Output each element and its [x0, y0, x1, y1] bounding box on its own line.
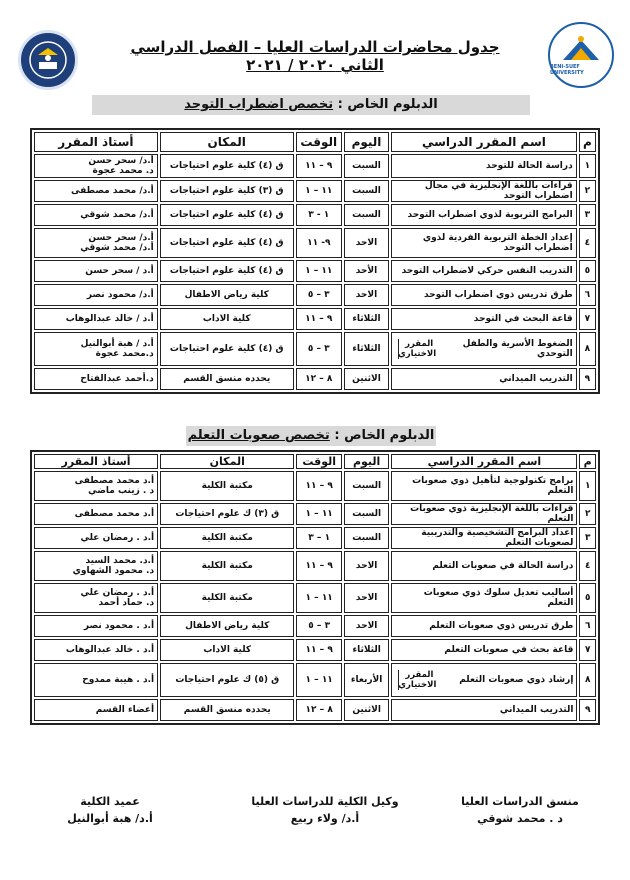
table-row	[34, 332, 596, 366]
table-row	[34, 583, 596, 613]
time-cell: ٩ – ١١	[296, 308, 342, 330]
table-row	[34, 503, 596, 525]
page-title: جدول محاضرات الدراسات العليا – الفصل الدراسي الثاني ٢٠٢٠ / ٢٠٢١	[130, 38, 500, 74]
professor-cell: أ.د. محمد السيد د. محمود الشهاوي	[34, 551, 158, 581]
time-cell: ٩ – ١١	[296, 551, 341, 581]
header-num: م	[579, 454, 596, 469]
row-number: ٨	[579, 663, 596, 697]
row-number: ١	[579, 471, 596, 501]
time-cell: ١١ – ١	[296, 503, 341, 525]
professor-cell: أ.د محمد مصطفى د . زينب ماضي	[34, 471, 158, 501]
signature-name: أ.د/ هبة أبوالنيل	[67, 812, 153, 825]
schedule-table-autism	[30, 128, 600, 394]
day-cell: الاحد	[344, 228, 389, 258]
schedule-table-learning	[30, 450, 600, 725]
course-name: قراءات باللغة الإنجليزية ذوي صعوبات التعلم	[391, 503, 577, 525]
header-place: المكان	[160, 454, 294, 469]
professor-cell: أ.د/ محمود نصر	[34, 284, 158, 306]
signature-title: منسق الدراسات العليا	[461, 795, 579, 808]
place-cell: كلية رياض الاطفال	[160, 615, 294, 637]
faculty-logo	[18, 30, 78, 90]
place-cell: كلية رياض الاطفال	[160, 284, 294, 306]
header-prof: أستاذ المقرر	[34, 454, 158, 469]
time-cell: ١١ – ١	[296, 260, 342, 282]
header-day: اليوم	[344, 454, 389, 469]
section-title-specialty: تخصص صعوبات التعلم	[187, 428, 330, 443]
table-row	[34, 663, 596, 697]
header-course: اسم المقرر الدراسي	[391, 454, 577, 469]
row-number: ٩	[579, 368, 596, 390]
time-cell: ٨ – ١٢	[296, 368, 342, 390]
day-cell: الثلاثاء	[344, 308, 389, 330]
place-cell: كلية الاداب	[160, 639, 294, 661]
place-cell: ق (٣) ك علوم احتياجات	[160, 503, 294, 525]
table-row	[34, 699, 596, 721]
row-number: ٤	[579, 551, 596, 581]
time-cell: ٩ – ١١	[296, 154, 342, 178]
table-row	[34, 204, 596, 226]
row-number: ٧	[579, 308, 596, 330]
course-name: دراسة الحالة في صعوبات التعلم	[391, 551, 577, 581]
table-row	[34, 284, 596, 306]
header-prof: أستاذ المقرر	[34, 132, 158, 152]
day-cell: السبت	[344, 503, 389, 525]
time-cell: ٣ – ٥	[296, 284, 342, 306]
section-title-autism	[92, 95, 530, 115]
header-place: المكان	[160, 132, 294, 152]
time-cell: ١١ – ١	[296, 583, 341, 613]
section-title-prefix: الدبلوم الخاص :	[337, 97, 438, 112]
day-cell: الاحد	[344, 284, 389, 306]
professor-cell: أ.د/ محمد مصطفى	[34, 180, 158, 202]
professor-cell: أ.د / هبة أبوالنيل د.محمد عجوة	[34, 332, 158, 366]
header-course: اسم المقرر الدراسي	[391, 132, 577, 152]
row-number: ١	[579, 154, 596, 178]
table-row	[34, 639, 596, 661]
day-cell: الثلاثاء	[344, 639, 389, 661]
university-logo-text: BENI-SUEF UNIVERSITY	[550, 64, 584, 76]
professor-cell: أ.د . محمود نصر	[34, 615, 158, 637]
place-cell: مكتبة الكلية	[160, 471, 294, 501]
time-cell: ١١ – ١	[296, 663, 341, 697]
row-number: ٦	[579, 284, 596, 306]
section-title-specialty: تخصص اضطراب التوحد	[184, 97, 334, 112]
day-cell: الأربعاء	[344, 663, 389, 697]
table-header-row	[34, 454, 596, 469]
elective-tag: المقرر الاختياري	[397, 339, 437, 359]
header-time: الوقت	[296, 132, 342, 152]
course-name: برامج تكنولوجية لتأهيل ذوي صعوبات التعلم	[391, 471, 577, 501]
table-row	[34, 154, 596, 178]
day-cell: السبت	[344, 204, 389, 226]
row-number: ٣	[579, 204, 596, 226]
table-row	[34, 527, 596, 549]
day-cell: الاحد	[344, 551, 389, 581]
place-cell: كلية الاداب	[160, 308, 294, 330]
place-cell: ق (٥) ك علوم احتياجات	[160, 663, 294, 697]
professor-cell: أ.د . خالد عبدالوهاب	[34, 639, 158, 661]
day-cell: الثلاثاء	[344, 332, 389, 366]
row-number: ٥	[579, 583, 596, 613]
course-name: طرق تدريس ذوي اضطراب التوحد	[391, 284, 577, 306]
header-num: م	[579, 132, 596, 152]
place-cell: ق (٣) كلية علوم احتياجات	[160, 180, 294, 202]
course-name: إعداد الخطة التربوية الفردية لذوي اضطراب التوحد	[391, 228, 577, 258]
course-name: قاعة البحث في التوحد	[391, 308, 577, 330]
place-cell: مكتبة الكلية	[160, 583, 294, 613]
professor-cell: أ.د . رمضان علي د. حماد أحمد	[34, 583, 158, 613]
time-cell: ٩- ١١	[296, 228, 342, 258]
place-cell: يحدده منسق القسم	[160, 699, 294, 721]
professor-cell: أ.د محمد مصطفى	[34, 503, 158, 525]
signature-name: د . محمد شوقي	[477, 812, 563, 825]
course-name: طرق تدريس ذوي صعوبات التعلم	[391, 615, 577, 637]
signature-title: عميد الكلية	[80, 795, 140, 808]
time-cell: ١ - ٣	[296, 204, 342, 226]
table-row	[34, 615, 596, 637]
place-cell: ق (٤) كلية علوم احتياجات	[160, 154, 294, 178]
course-name: أساليب تعديل سلوك ذوي صعوبات التعلم	[391, 583, 577, 613]
time-cell: ٩ – ١١	[296, 471, 341, 501]
table-row	[34, 228, 596, 258]
place-cell: ق (٤) كلية علوم احتياجات	[160, 332, 294, 366]
table-row	[34, 180, 596, 202]
table-header-row	[34, 132, 596, 152]
course-name: قاعة بحث في صعوبات التعلم	[391, 639, 577, 661]
course-name: الضغوط الأسرية والطفل التوحدي	[462, 339, 573, 359]
elective-tag: المقرر الاختياري	[398, 670, 437, 690]
table-row	[34, 551, 596, 581]
day-cell: السبت	[344, 154, 389, 178]
university-emblem-icon	[559, 34, 603, 64]
row-number: ٦	[579, 615, 596, 637]
time-cell: ٩ – ١١	[296, 639, 341, 661]
professor-cell: أ.د / سحر حسن	[34, 260, 158, 282]
place-cell: يحدده منسق القسم	[160, 368, 294, 390]
place-cell: ق (٤) كلية علوم احتياجات	[160, 260, 294, 282]
table-row	[34, 308, 596, 330]
header-time: الوقت	[296, 454, 341, 469]
place-cell: ق (٤) كلية علوم احتياجات	[160, 228, 294, 258]
course-name: قراءات باللغة الإنجليزية في مجال اضطراب التوحد	[391, 180, 577, 202]
course-name: إرشاد ذوي صعوبات التعلم	[459, 675, 574, 685]
professor-cell: د.أحمد عبدالفتاح	[34, 368, 158, 390]
day-cell: السبت	[344, 527, 389, 549]
section-title-learning	[186, 426, 436, 446]
time-cell: ٨ – ١٢	[296, 699, 341, 721]
course-name: اعداد البرامج التشخيصية والتدريبية لصعوبات التعلم	[391, 527, 577, 549]
day-cell: الاثنين	[344, 699, 389, 721]
row-number: ٥	[579, 260, 596, 282]
professor-cell: أ.د/ محمد شوقي	[34, 204, 158, 226]
signature-coordinator	[440, 795, 600, 825]
table-row	[34, 471, 596, 501]
course-name: التدريب الميداني	[391, 368, 577, 390]
course-name-cell	[391, 663, 577, 697]
time-cell: ١١ – ١	[296, 180, 342, 202]
day-cell: السبت	[344, 471, 389, 501]
time-cell: ٣ – ٥	[296, 332, 342, 366]
table-row	[34, 260, 596, 282]
time-cell: ١ – ٣	[296, 527, 341, 549]
section-title-prefix: الدبلوم الخاص :	[334, 428, 435, 443]
row-number: ٧	[579, 639, 596, 661]
row-number: ٢	[579, 180, 596, 202]
row-number: ٨	[579, 332, 596, 366]
row-number: ٢	[579, 503, 596, 525]
place-cell: مكتبة الكلية	[160, 527, 294, 549]
header-day: اليوم	[344, 132, 389, 152]
row-number: ٩	[579, 699, 596, 721]
professor-cell: أ.د/ سحر حسن أ.د/ محمد شوقي	[34, 228, 158, 258]
signature-vice-dean	[230, 795, 420, 825]
professor-cell: أ.د / خالد عبدالوهاب	[34, 308, 158, 330]
day-cell: الأحد	[344, 260, 389, 282]
professor-cell: أ.د/ سحر حسن د. محمد عجوة	[34, 154, 158, 178]
course-name: التدريب الميداني	[391, 699, 577, 721]
place-cell: مكتبة الكلية	[160, 551, 294, 581]
university-logo	[548, 22, 614, 88]
table-row	[34, 368, 596, 390]
course-name: التدريب النفس حركي لاضطراب التوحد	[391, 260, 577, 282]
course-name: دراسة الحالة للتوحد	[391, 154, 577, 178]
professor-cell: أعضاء القسم	[34, 699, 158, 721]
day-cell: السبت	[344, 180, 389, 202]
time-cell: ٣ – ٥	[296, 615, 341, 637]
place-cell: ق (٤) كلية علوم احتياجات	[160, 204, 294, 226]
course-name: البرامج التربوية لذوي اضطراب التوحد	[391, 204, 577, 226]
professor-cell: أ.د . رمضان علي	[34, 527, 158, 549]
day-cell: الاحد	[344, 583, 389, 613]
signature-title: وكيل الكلية للدراسات العليا	[251, 795, 399, 808]
course-name-cell	[391, 332, 577, 366]
signature-name: أ.د/ ولاء ربيع	[290, 812, 360, 825]
row-number: ٣	[579, 527, 596, 549]
row-number: ٤	[579, 228, 596, 258]
professor-cell: أ.د . هيبة ممدوح	[34, 663, 158, 697]
day-cell: الاثنين	[344, 368, 389, 390]
faculty-emblem-icon	[28, 40, 68, 80]
day-cell: الاحد	[344, 615, 389, 637]
signature-dean	[30, 795, 190, 825]
